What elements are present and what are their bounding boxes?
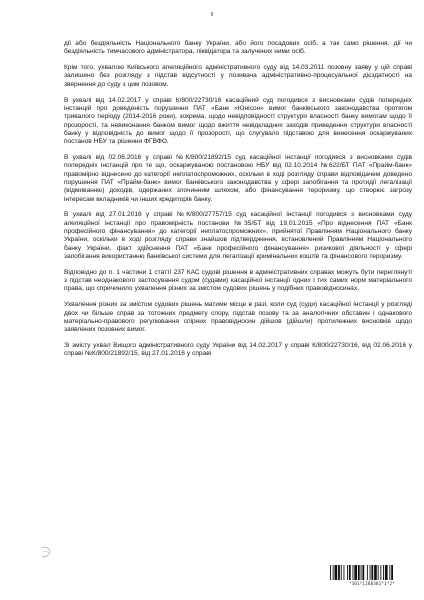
barcode-bar xyxy=(335,565,338,580)
barcode-bar xyxy=(362,565,364,580)
paragraph: Відповідно до п. 1 частини 1 статті 237 КАС судові рішення в адміністративних справах можуть бути переглянуті з підстав неоднакового застосування судом (судами) касаційної інстанції одних і тих самих норм матеріального права, що спричинило ухвалення різних за змістом судових рішень у подібних правовідносинах. xyxy=(64,268,412,293)
barcode-icon xyxy=(330,565,414,580)
barcode-bar xyxy=(380,565,381,580)
barcode-bar xyxy=(370,565,371,580)
barcode-bar xyxy=(389,565,390,580)
barcode-bar xyxy=(391,565,393,580)
barcode-text: *301*1208381*1*2* xyxy=(348,581,396,586)
barcode-bar xyxy=(338,565,340,580)
barcode-bar xyxy=(347,565,348,580)
barcode-bar xyxy=(349,565,351,580)
barcode-bar xyxy=(353,565,354,580)
page-number: 9 xyxy=(210,12,214,18)
barcode-bar xyxy=(344,565,345,580)
barcode xyxy=(330,565,414,589)
paragraph: В ухвалі від 02.06.2016 у справі №К/800/21892/15 суд касаційної інстанції погодився з висновками судів попередніх інстанцій про те що, оскаржуваною постановою НБУ від 02.10.2014 №622/БТ ПАТ «Прайм-банк» правомірно віднесено до категорії неплатоспроможних, оскільки в ході розгляду справи відповідачем доведено порушення ПАТ «Прайм-банк» вимог банківського законодавства у сфері запобігання та протидії легалізації (відмиванню) доходів, одержаних злочинним шляхом, або фінансування тероризму, що створює загрозу інтересам вкладників чи інших кредиторів банку. xyxy=(64,154,412,203)
barcode-bar xyxy=(374,565,377,580)
paragraph: Ухвалення різних за змістом судових рішень матиме місце в разі, коли суд (суди) касаційної інстанції у розгляді двох чи більше справ за тотожних предмету спору, підстав позову та за аналогічних обставин і однакового матеріально-правового регулювання спірних правовідносин дійшов (дійшли) протилежних висновків щодо заявлених позовних вимог. xyxy=(64,301,412,334)
paragraph: В ухвалі від 14.02.2017 у справі К/800/22730/16 касаційний суд погодився з висновками судів попередніх інстанцій про доведеність порушення ПАТ «Банк «Юнісон» вимог банківського законодавства протягом тривалого періоду (2014-2016 роки), зокрема, щодо невідповідності структури власності банку вимогам щодо її прозорості, та невиконання банком вимог щодо вжиття невідкладних заходів приведення структури власності банку у відповідність до вимог щодо її прозорості, що слугувало підставою для винесення оскаржуваних постанов НБУ та рішення ФГВФО. xyxy=(64,96,412,146)
barcode-bar xyxy=(385,565,388,580)
document-body xyxy=(64,40,412,366)
barcode-bar xyxy=(354,565,357,580)
barcode-bar xyxy=(330,565,331,580)
stamp-mark-icon xyxy=(40,546,52,560)
barcode-bar xyxy=(361,565,362,580)
barcode-bar xyxy=(333,565,334,580)
barcode-bar xyxy=(378,565,379,580)
paragraph: дії або бездіяльність Національного банку України, або його посадових осіб, а так само рішення, дії чи бездіяльність тимчасового адміністратора, ліквідатора та залучених ними осіб. xyxy=(64,40,412,56)
barcode-bar xyxy=(341,565,342,580)
barcode-bar xyxy=(367,565,368,580)
barcode-bar xyxy=(383,565,384,580)
barcode-bar xyxy=(371,565,373,580)
paragraph: В ухвалі від 27.01.2016 у справі №К/800/27757/15 суд касаційної інстанції погодився з висновками суду апеляційної інстанції про правомірність постанови №35/БТ від 19.01.2015 «Про віднесення ПАТ «Банк професійного фінансування» до категорії неплатоспроможних», прийнятої Правлінням Національного банку України, оскільки в ході розгляду справи знайшов підтвердження, встановлений Правлінням Національного банку України, факт здійснення ПАТ «Банк професійного фінансування» ризикової діяльності у сфері запобігання використанню банківської системи для легалізації кримінальних коштів та фінансового тероризму. xyxy=(64,211,412,260)
paragraph: Крім того, ухвалою Київського апеляційного адміністративного суду від 14.03.2011 позовну заяву у цій справі залишено без розгляду з підстав відсутності у позивача адміністративно-процесуальної дієздатності на звернення до суду з цим позовом. xyxy=(64,64,412,88)
barcode-bar xyxy=(358,565,360,580)
paragraph: Зі змісту ухвал Вищого адміністративного суду України від 14.02.2017 у справі К/800/22730/16, від 02.06.2016 у справі №К/800/21892/15, від 27.01.2016 у справі xyxy=(64,342,412,358)
